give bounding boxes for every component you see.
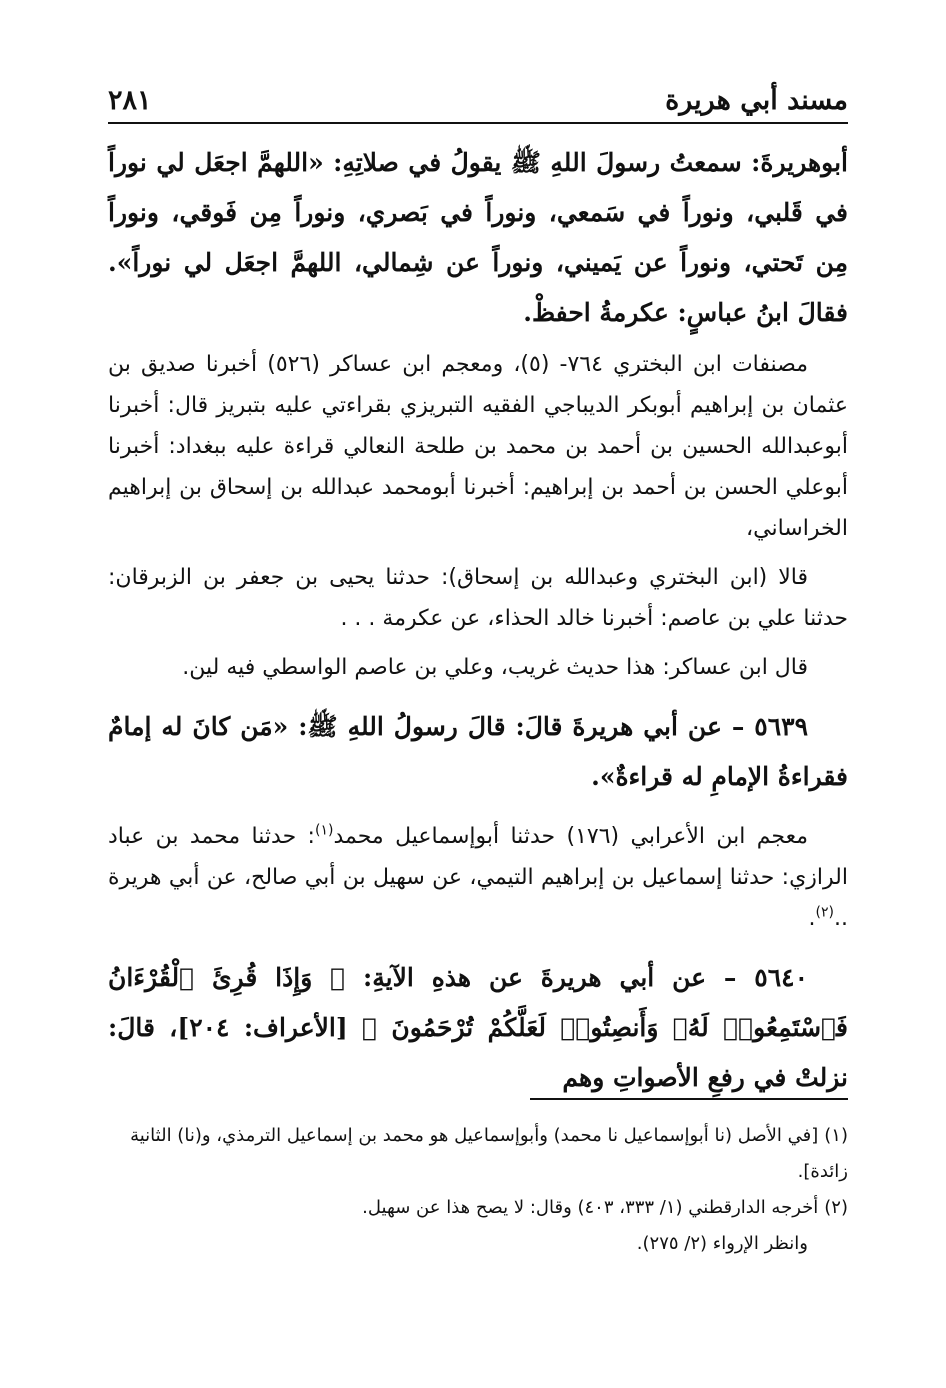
- hadith-continuation: أبوهريرةَ: سمعتُ رسولَ اللهِ ﷺ يقولُ في صلاتِهِ: «اللهمَّ اجعَل لي نوراً في قَلبي، ونوراً في سَمعي، ونوراً في بَصري، ونوراً مِن فَوقي، ونوراً مِن تَحتي، ونوراً عن يَميني، ونوراً عن شِمالي، اللهمَّ اجعَل لي نوراً». فقالَ ابنُ عباسٍ: عكرمةُ احفظْ.: [108, 148, 849, 327]
- footnote-2-text: أخرجه الدارقطني (١/ ٣٣٣، ٤٠٣) وقال: لا يصح هذا عن سهيل.: [362, 1197, 819, 1218]
- footnote-separator: [530, 1098, 848, 1100]
- source-4-text-b: : حدثنا محمد بن عباد الرازي: حدثنا إسماعيل بن إبراهيم التيمي، عن سهيل بن أبي صالح، عن أبي هريرة ..: [108, 824, 848, 931]
- footnote-1: [108, 1118, 848, 1190]
- footnote-1-text: [في الأصل (نا أبوإسماعيل نا محمد) وأبوإسماعيل هو محمد بن إسماعيل الترمذي، و(نا) الثانية زائدة].: [130, 1125, 848, 1182]
- source-paragraph-3: قال ابن عساكر: هذا حديث غريب، وعلي بن عاصم الواسطي فيه لين.: [182, 655, 808, 680]
- footnote-ref-2: (٢): [815, 904, 834, 921]
- running-header: [108, 72, 848, 124]
- header-title: مسند أبي هريرة: [665, 85, 848, 116]
- footnotes: [108, 1118, 848, 1262]
- source-paragraph-4: [108, 816, 848, 939]
- footnote-2: [108, 1190, 848, 1226]
- source-paragraph-2: قالا (ابن البختري وعبدالله بن إسحاق): حدثنا يحيى بن جعفر بن الزبرقان: حدثنا علي بن عاصم: أخبرنا خالد الحذاء، عن عكرمة . . .: [108, 565, 848, 631]
- hadith-5639: ٥٦٣٩ – عن أبي هريرةَ قالَ: قالَ رسولُ اللهِ ﷺ: «مَن كانَ له إمامٌ فقراءةُ الإمامِ له قراءةٌ».: [108, 712, 848, 791]
- footnote-2-marker: (٢): [824, 1197, 848, 1218]
- hadith-5640-rest: [الأعراف: ٢٠٤]، قالَ: نزلتْ في رفعِ الأصواتِ وهم: [108, 1013, 848, 1092]
- footnote-ref-1: (١): [314, 822, 334, 839]
- footnote-1-marker: (١): [824, 1125, 848, 1146]
- source-4-text-a: معجم ابن الأعرابي (١٧٦) حدثنا أبوإسماعيل محمد: [333, 824, 809, 849]
- source-paragraph-1: مصنفات ابن البختري ٧٦٤- (٥)، ومعجم ابن عساكر (٥٢٦) أخبرنا صديق بن عثمان بن إبراهيم أبوبكر الديباجي الفقيه التبريزي بقراءتي عليه بتبريز قال: أخبرنا أبوعبدالله الحسين بن أحمد بن محمد بن طلحة النعالي قراءة عليه ببغداد: أخبرنا أبوعلي الحسن بن أحمد بن إبراهيم: أخبرنا أبومحمد عبدالله بن إسحاق بن إبراهيم الخراساني،: [108, 352, 848, 541]
- hadith-5640: [108, 953, 848, 1103]
- quran-verse: ﴿ وَإِذَا قُرِئَ ٱلْقُرْءَانُ فَٱسْتَمِعُوا۟ لَهُۥ وَأَنصِتُوا۟ لَعَلَّكُمْ تُرْحَمُونَ ﴾: [108, 963, 849, 1042]
- main-text: [108, 138, 848, 1109]
- footnote-2-continuation: وانظر الإرواء (٢/ ٢٧٥).: [636, 1233, 808, 1254]
- page-number: ٢٨١: [108, 85, 152, 116]
- source-4-text-c: .: [808, 906, 816, 931]
- hadith-5640-intro: ٥٦٤٠ – عن أبي هريرةَ عن هذهِ الآيةِ:: [345, 963, 808, 992]
